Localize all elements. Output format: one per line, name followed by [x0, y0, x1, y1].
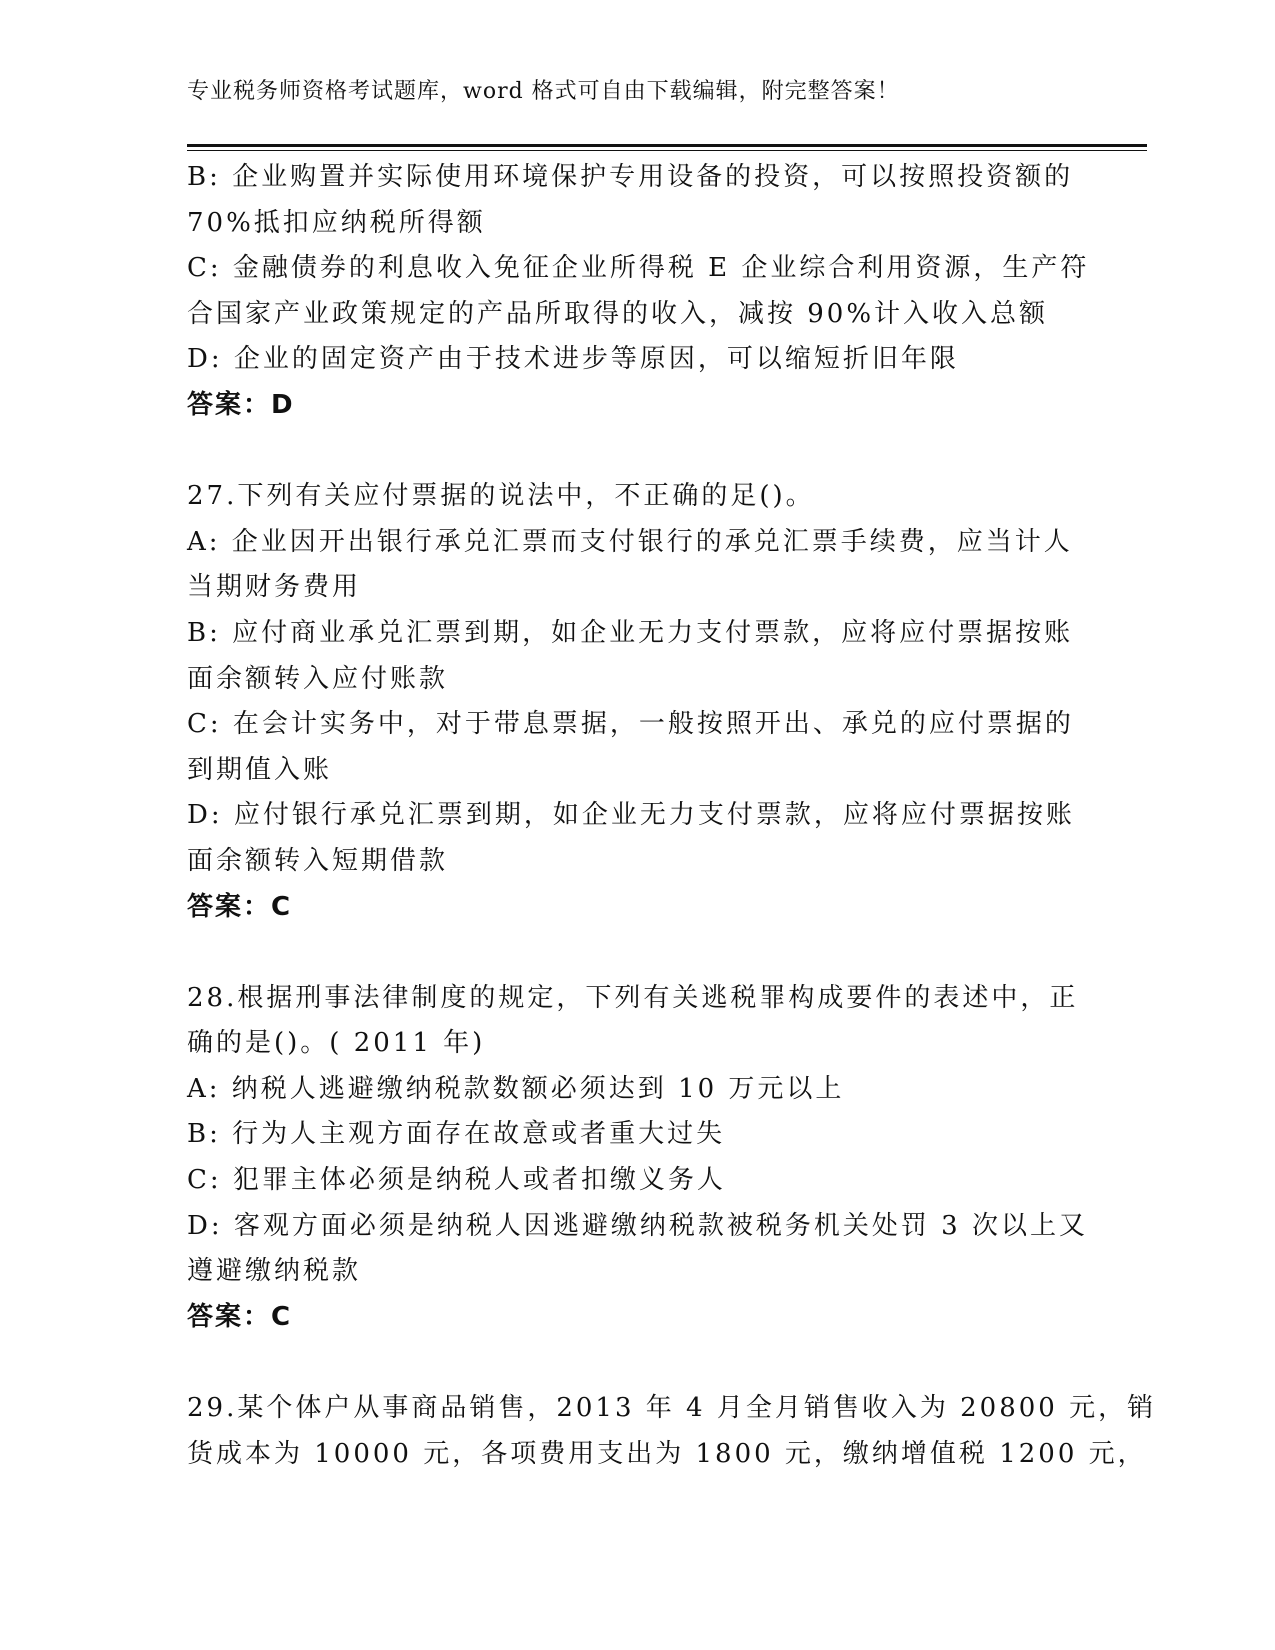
spacer [187, 930, 1087, 976]
q28-question-line-2: 确的是()。( 2011 年) [187, 1028, 486, 1059]
q26-option-c-line-1: C: 金融债券的利息收入免征企业所得税 E 企业综合利用资源，生产符 [187, 253, 1090, 284]
question-29 [187, 1386, 1157, 1477]
q29-question-line-1: 29.某个体户从事商品销售，2013 年 4 月全月销售收入为 20800 元，销 [187, 1393, 1157, 1424]
q28-option-b-line-1: B: 行为人主观方面存在故意或者重大过失 [187, 1119, 726, 1150]
q27-option-c-line-2: 到期值入账 [187, 754, 333, 785]
document-body [187, 155, 1157, 1477]
header-rule-thick [187, 144, 1147, 147]
q26-option-b-line-2: 70%抵扣应纳税所得额 [187, 207, 486, 238]
question-28 [187, 976, 1087, 1341]
q28-question-line-1: 28.根据刑事法律制度的规定，下列有关逃税罪构成要件的表述中，正 [187, 982, 1079, 1013]
q28-option-c-line-1: C: 犯罪主体必须是纳税人或者扣缴义务人 [187, 1165, 726, 1196]
header-rule-thin [187, 150, 1147, 151]
q26-option-d-line-1: D: 企业的固定资产由于技术进步等原因，可以缩短折旧年限 [187, 344, 959, 375]
q27-option-b-line-2: 面余额转入应付账款 [187, 663, 449, 694]
q26-option-b-line-1: B: 企业购置并实际使用环境保护专用设备的投资，可以按照投资额的 [187, 162, 1074, 192]
q27-option-a-line-1: A: 企业因开出银行承兑汇票而支付银行的承兑汇票手续费，应当计人 [187, 526, 1073, 557]
q27-answer: 答案：C [187, 891, 293, 922]
q28-option-d-line-1: D: 客观方面必须是纳税人因逃避缴纳税款被税务机关处罚 3 次以上又 [187, 1210, 1088, 1241]
q28-option-d-line-2: 遵避缴纳税款 [187, 1256, 362, 1287]
q27-option-a-line-2: 当期财务费用 [187, 572, 362, 603]
q27-option-d-line-2: 面余额转入短期借款 [187, 845, 449, 876]
q27-option-c-line-1: C: 在会计实务中，对于带息票据，一般按照开出、承兑的应付票据的 [187, 709, 1074, 740]
q29-question-line-2: 货成本为 10000 元，各项费用支出为 1800 元，缴纳增值税 1200 元， [187, 1438, 1147, 1469]
q27-option-b-line-1: B: 应付商业承兑汇票到期，如企业无力支付票款，应将应付票据按账 [187, 617, 1074, 648]
q26-option-c-line-2: 合国家产业政策规定的产品所取得的收入，减按 90%计入收入总额 [187, 298, 1049, 329]
q27-option-d-line-1: D: 应付银行承兑汇票到期，如企业无力支付票款，应将应付票据按账 [187, 800, 1075, 831]
q27-question: 27.下列有关应付票据的说法中，不正确的足()。 [187, 481, 815, 512]
page-header: 专业税务师资格考试题库，word 格式可自由下载编辑，附完整答案！ [187, 79, 900, 104]
q26-answer: 答案：D [187, 389, 295, 420]
q28-option-a-line-1: A: 纳税人逃避缴纳税款数额必须达到 10 万元以上 [187, 1073, 845, 1104]
question-27 [187, 474, 1087, 930]
spacer [187, 429, 1087, 475]
q28-answer: 答案：C [187, 1301, 293, 1332]
question-26-tail [187, 155, 1090, 429]
spacer [187, 1340, 1087, 1386]
